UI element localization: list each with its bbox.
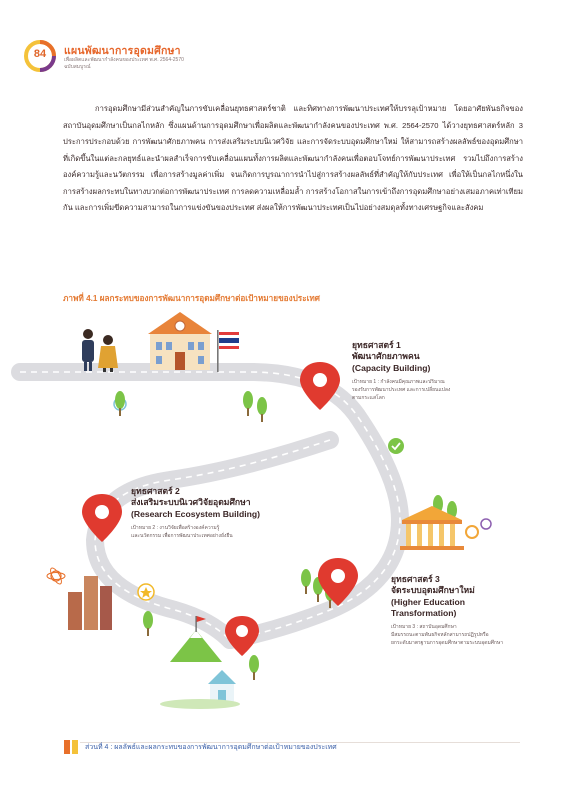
strategy-2-goal-line-2: และนวัตกรรม เพื่อการพัฒนาประเทศอย่างยั่งยืน	[131, 533, 233, 539]
strategy-1-goal-line-3: ตามกระแสโลก	[352, 395, 385, 401]
check-marker-icon	[388, 438, 404, 454]
strategy-infographic	[0, 310, 581, 730]
strategy-3-english-line-1: (Higher Education	[391, 597, 466, 607]
infographic-illustration	[0, 310, 581, 730]
strategy-3-goal-line-2: มีสมรรถนะตามพันธกิจหลักสามารถปฏิรูปหรือ	[391, 632, 489, 638]
strategy-1-name: พัฒนาศักยภาพคน	[352, 351, 420, 361]
strategy-1-goal-line-2: รองรับการพัฒนาประเทศ และการเปลี่ยนแปลง	[352, 387, 451, 393]
running-header-title: แผนพัฒนาการอุดมศึกษา	[64, 45, 181, 57]
star-marker-icon	[138, 584, 154, 600]
page-header	[0, 0, 581, 90]
strategy-3-goal-line-3: ยกระดับมาตรฐานการอุดมศึกษาตามระบบอุดมศึกษา	[391, 640, 504, 646]
strategy-2-title: ยุทธศาสตร์ 2	[131, 486, 180, 496]
figure-caption: ภาพที่ 4.1 ผลกระทบของการพัฒนาการอุดมศึกษาต่อเป้าหมายของประเทศ	[63, 294, 320, 303]
running-header-edition: ฉบับสมบูรณ์	[64, 64, 91, 70]
strategy-2-english: (Research Ecosystem Building)	[131, 509, 260, 519]
location-pin-destination	[225, 616, 259, 656]
university-building-illustration	[400, 506, 491, 550]
strategy-2-goal-line-1: เป้าหมาย 2 : งานวิจัยเพื่อสร้างองค์ความรู้	[131, 525, 220, 531]
house-illustration	[160, 670, 240, 709]
page-number: 84	[33, 48, 47, 60]
footer-section-label: ส่วนที่ 4 : ผลลัพธ์และผลกระทบของการพัฒนาการอุดมศึกษาต่อเป้าหมายของประเทศ	[85, 744, 337, 751]
strategy-2-name: ส่งเสริมระบบนิเวศวิจัยอุดมศึกษา	[131, 497, 251, 507]
school-building-illustration	[148, 312, 212, 370]
strategy-3-goal-line-1: เป้าหมาย 3 : สถาบันอุดมศึกษา	[391, 624, 457, 630]
strategy-3-english-line-2: Transformation)	[391, 608, 457, 618]
strategy-1-title: ยุทธศาสตร์ 1	[352, 340, 401, 350]
strategy-3-name: จัดระบบอุดมศึกษาใหม่	[391, 585, 475, 595]
strategy-1-english: (Capacity Building)	[352, 363, 431, 373]
strategy-3-title: ยุทธศาสตร์ 3	[391, 574, 440, 584]
body-paragraph: การอุดมศึกษามีส่วนสำคัญในการขับเคลื่อนยุทธศาสตร์ชาติ และทิศทางการพัฒนาประเทศให้บรรลุเป้าหมาย โดยอาศัยพันธกิจของสถาบันอุดมศึกษาเป็นกลไกหลัก ซึ่งแผนด้านการอุดมศึกษาเพื่อผลิตและพัฒนากำลังคนของประเทศ พ.ศ. 2564-2570 ได้วางยุทธศาสตร์หลัก 3 ประการประกอบด้วย การพัฒนาศักยภาพคน การส่งเสริมระบบนิเวศวิจัย และการจัดระบบอุดมศึกษาใหม่ ให้สามารถสร้างผลลัพธ์ของอุดมศึกษาที่เกิดขึ้นในแต่ละกลยุทธ์และนำผลสำเร็จการขับเคลื่อนแผนทั้งการผลิตและพัฒนากำลังคนเพื่อตอบโจทย์การพัฒนาประเทศ รวมไปถึงการสร้างองค์ความรู้และนวัตกรรม เพื่อการสร้างมูลค่าเพิ่ม จนเกิดการบูรณาการนำไปสู่การสร้างผลลัพธ์ที่สำคัญให้กับประเทศ เพื่อให้เป็นกลไกหนึ่งในการสร้างผลกระทบในทางบวกต่อการพัฒนาประเทศ การลดความเหลื่อมล้ำ การสร้างโอกาสในการเข้าถึงการอุดมศึกษาอย่างเสมอภาคเท่าเทียมกัน และการเพิ่มขีดความสามารถในการแข่งขันของประเทศ ส่งผลให้การพัฒนาประเทศเป็นไปอย่างสมดุลทั้งทางเศรษฐกิจและสังคม	[63, 104, 523, 212]
running-header-subtitle: เพื่อผลิตและพัฒนากำลังคนของประเทศ พ.ศ. 2564-2570	[64, 57, 184, 63]
strategy-1-goal-line-1: เป้าหมาย 1 : กำลังคนมีคุณภาพและปริมาณ	[352, 379, 445, 385]
